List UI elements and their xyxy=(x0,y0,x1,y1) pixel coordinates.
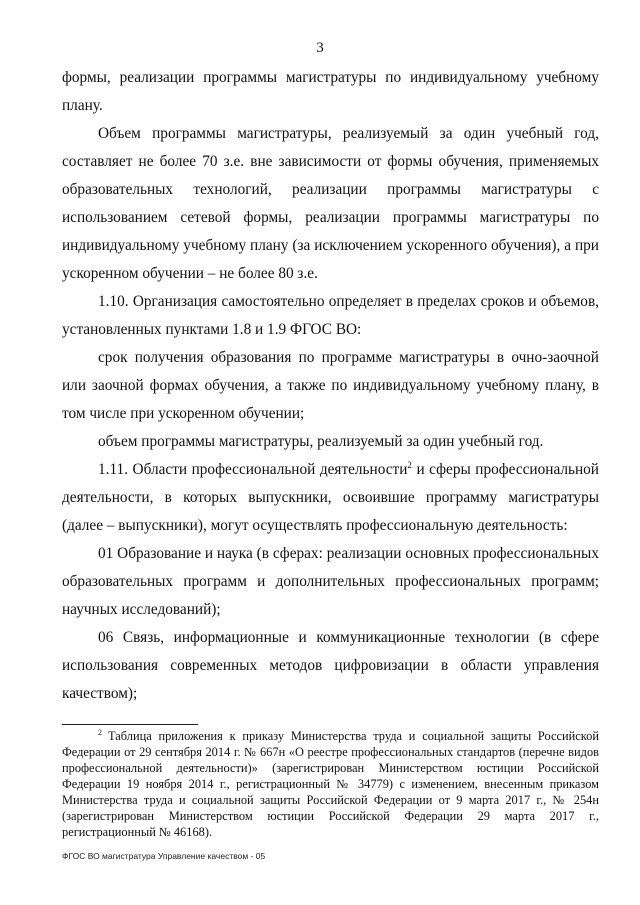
footnote xyxy=(62,728,599,840)
paragraph-2: Объем программы магистратуры, реализуемый за один учебный год, составляет не более 70 з.е. вне зависимости от формы обучения, применяемых образовательных технологий, реализации программы магистратуры с использованием сетевой формы, реализации программы магистратуры по индивидуальному учебному плану (за исключением ускоренного обучения), а при ускоренном обучении – не более 80 з.е. xyxy=(62,125,599,282)
footnote-text: Таблица приложения к приказу Министерства труда и социальной защиты Российской Федерации от 29 сентября 2014 г. № 667н «О реестре профессиональных стандартов (перечне видов профессиональной деятельности)» (зарегистрирован Министерством юстиции Российской Федерации 19 ноября 2014 г., регистрационный № 34779) с изменением, внесенным приказом Министерства труда и социальной защиты Российской Федерации от 9 марта 2017 г., № 254н (зарегистрирован Министерством юстиции Российской Федерации 29 марта 2017 г., регистрационный № 46168). xyxy=(62,729,599,839)
document-footer: ФГОС ВО магистратура Управление качеством - 05 xyxy=(62,851,266,861)
paragraph-8: 06 Связь, информационные и коммуникационные технологии (в сфере использования современных методов цифровизации в области управления качеством); xyxy=(62,629,599,702)
footnote-reference[interactable]: 2 xyxy=(407,460,412,470)
page-number: 3 xyxy=(316,40,324,56)
paragraph-3: 1.10. Организация самостоятельно определяет в пределах сроков и объемов, установленных пунктами 1.8 и 1.9 ФГОС ВО: xyxy=(62,293,599,338)
paragraph-1: формы, реализации программы магистратуры по индивидуальному учебному плану. xyxy=(62,69,599,114)
paragraph-7: 01 Образование и наука (в сферах: реализации основных профессиональных образовательных программ и дополнительных профессиональных программ; научных исследований); xyxy=(62,545,599,618)
footnote-divider xyxy=(62,724,198,725)
paragraph-6-end: и сферы профессиональной деятельности, в которых выпускники, освоившие программу магистратуры (далее – выпускники), могут осуществлять профессиональную деятельность: xyxy=(62,461,599,534)
paragraph-5: объем программы магистратуры, реализуемый за один учебный год. xyxy=(98,433,544,450)
document-body xyxy=(62,64,599,708)
paragraph-6-start: 1.11. Области профессиональной деятельности xyxy=(98,461,408,478)
paragraph-6 xyxy=(62,456,599,540)
paragraph-4: срок получения образования по программе магистратуры в очно-заочной или заочной формах обучения, а также по индивидуальному учебному плану, в том числе при ускоренном обучении; xyxy=(62,349,599,422)
footnote-mark: 2 xyxy=(98,728,102,737)
